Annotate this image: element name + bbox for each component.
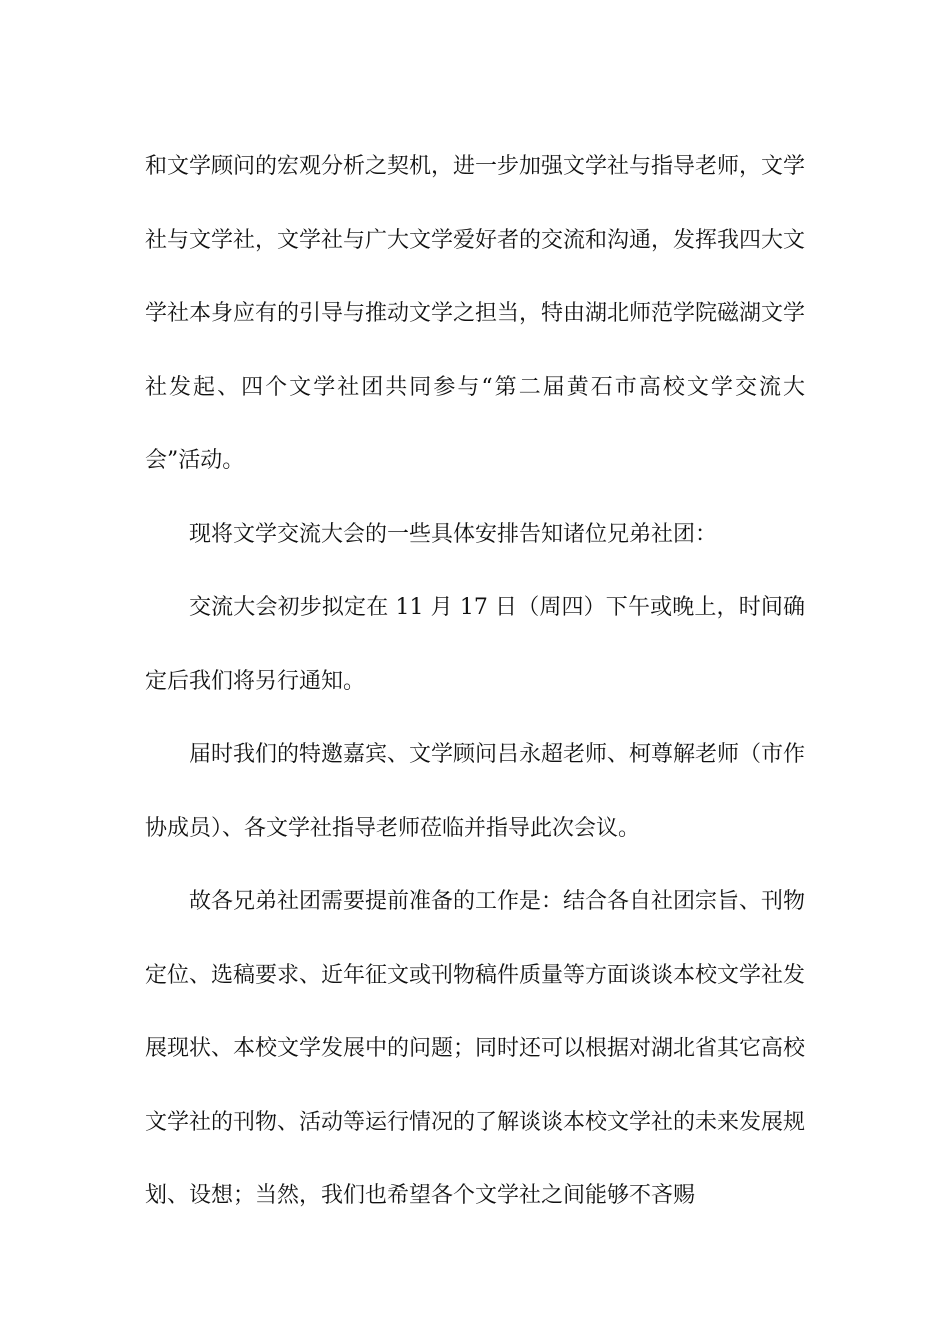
paragraph-arrangement-notice: 现将文学交流大会的一些具体安排告知诸位兄弟社团： [189, 521, 718, 547]
document-body [145, 130, 805, 1233]
paragraph-intro: 和文学顾问的宏观分析之契机，进一步加强文学社与指导老师，文学社与文学社，文学社与广大文学爱好者的交流和沟通，发挥我四大文学社本身应有的引导与推动文学之担当，特由湖北师范学院磁湖文学社发起、四个文学社团共同参与“第二届黄石市高校文学交流大会”活动。 [145, 154, 806, 473]
paragraph-guests: 届时我们的特邀嘉宾、文学顾问吕永超老师、柯尊解老师（市作协成员）、各文学社指导老师莅临并指导此次会议。 [145, 742, 806, 841]
paragraph-meeting-time: 交流大会初步拟定在 11 月 17 日（周四）下午或晚上，时间确定后我们将另行通知。 [145, 595, 805, 694]
paragraph-preparation: 故各兄弟社团需要提前准备的工作是：结合各自社团宗旨、刊物定位、选稿要求、近年征文或刊物稿件质量等方面谈谈本校文学社发展现状、本校文学发展中的问题；同时还可以根据对湖北省其它高校文学社的刊物、活动等运行情况的了解谈谈本校文学社的未来发展规划、设想；当然，我们也希望各个文学社之间能够不吝赐 [145, 889, 806, 1208]
